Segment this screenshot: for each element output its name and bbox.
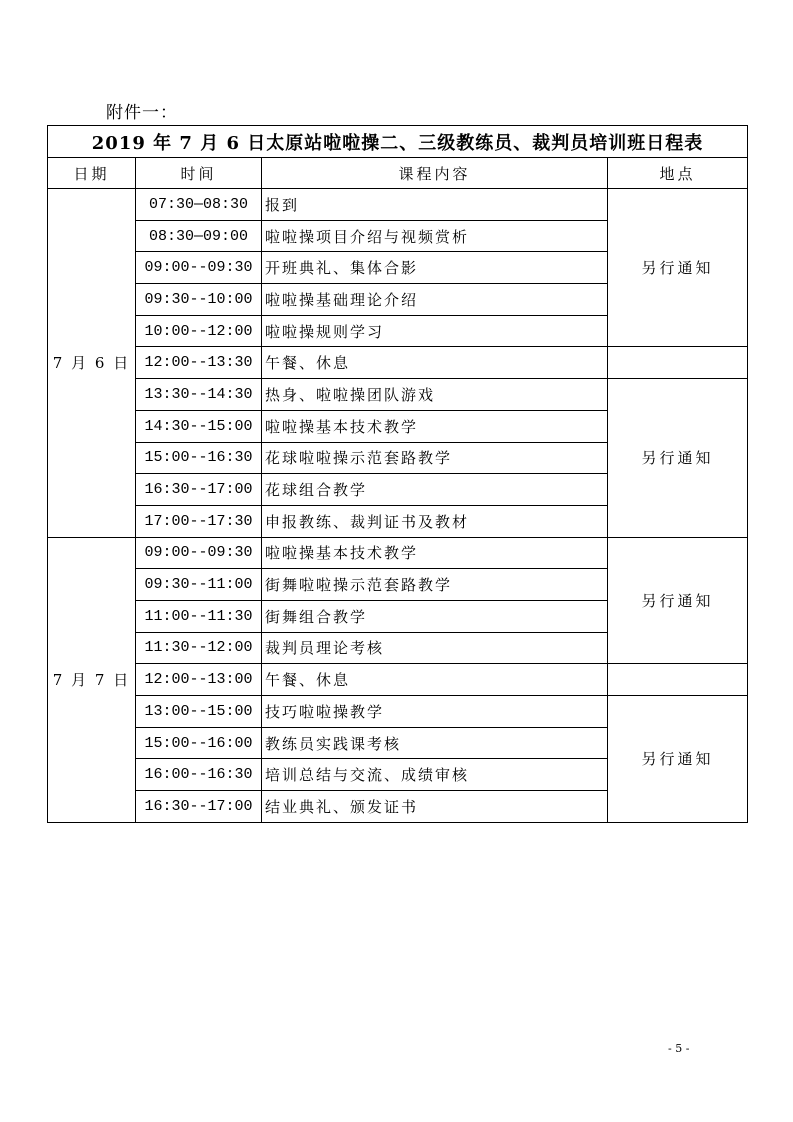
- time-cell: 11:30--12:00: [136, 632, 262, 664]
- place-cell: [608, 347, 748, 379]
- time-cell: 10:00--12:00: [136, 315, 262, 347]
- time-cell: 12:00--13:30: [136, 347, 262, 379]
- content-cell: 午餐、休息: [262, 664, 608, 696]
- content-cell: 培训总结与交流、成绩审核: [262, 759, 608, 791]
- table-row: [48, 696, 748, 728]
- place-cell: 另行通知: [608, 537, 748, 664]
- time-cell: 14:30--15:00: [136, 410, 262, 442]
- place-cell: 另行通知: [608, 379, 748, 537]
- time-cell: 08:30—09:00: [136, 220, 262, 252]
- date-cell: 7 月 7 日: [48, 537, 136, 822]
- date-cell: 7 月 6 日: [48, 189, 136, 538]
- header-place: 地点: [608, 158, 748, 189]
- header-date: 日期: [48, 158, 136, 189]
- time-cell: 16:30--17:00: [136, 474, 262, 506]
- content-cell: 啦啦操规则学习: [262, 315, 608, 347]
- schedule-table-body: [48, 126, 748, 823]
- content-cell: 啦啦操基础理论介绍: [262, 284, 608, 316]
- content-cell: 街舞组合教学: [262, 600, 608, 632]
- content-cell: 报到: [262, 189, 608, 221]
- table-row: [48, 379, 748, 411]
- schedule-table: [47, 125, 748, 823]
- time-cell: 15:00--16:00: [136, 727, 262, 759]
- table-row: [48, 189, 748, 221]
- time-cell: 12:00--13:00: [136, 664, 262, 696]
- table-header-row: [48, 158, 748, 189]
- place-cell: 另行通知: [608, 696, 748, 823]
- content-cell: 热身、啦啦操团队游戏: [262, 379, 608, 411]
- table-row: [48, 347, 748, 379]
- time-cell: 07:30—08:30: [136, 189, 262, 221]
- time-cell: 09:30--11:00: [136, 569, 262, 601]
- content-cell: 街舞啦啦操示范套路教学: [262, 569, 608, 601]
- table-title: 2019 年 7 月 6 日太原站啦啦操二、三级教练员、裁判员培训班日程表: [48, 126, 748, 158]
- place-cell: 另行通知: [608, 189, 748, 347]
- table-title-row: [48, 126, 748, 158]
- content-cell: 结业典礼、颁发证书: [262, 791, 608, 823]
- time-cell: 09:30--10:00: [136, 284, 262, 316]
- content-cell: 技巧啦啦操教学: [262, 696, 608, 728]
- content-cell: 午餐、休息: [262, 347, 608, 379]
- content-cell: 裁判员理论考核: [262, 632, 608, 664]
- time-cell: 16:30--17:00: [136, 791, 262, 823]
- header-content: 课程内容: [262, 158, 608, 189]
- time-cell: 09:00--09:30: [136, 537, 262, 569]
- page-number: - 5 -: [668, 1042, 690, 1055]
- content-cell: 开班典礼、集体合影: [262, 252, 608, 284]
- content-cell: 教练员实践课考核: [262, 727, 608, 759]
- time-cell: 16:00--16:30: [136, 759, 262, 791]
- table-row: [48, 664, 748, 696]
- time-cell: 17:00--17:30: [136, 505, 262, 537]
- content-cell: 花球组合教学: [262, 474, 608, 506]
- time-cell: 09:00--09:30: [136, 252, 262, 284]
- content-cell: 啦啦操项目介绍与视频赏析: [262, 220, 608, 252]
- time-cell: 13:30--14:30: [136, 379, 262, 411]
- content-cell: 啦啦操基本技术教学: [262, 537, 608, 569]
- header-time: 时间: [136, 158, 262, 189]
- content-cell: 申报教练、裁判证书及教材: [262, 505, 608, 537]
- time-cell: 13:00--15:00: [136, 696, 262, 728]
- place-cell: [608, 664, 748, 696]
- content-cell: 花球啦啦操示范套路教学: [262, 442, 608, 474]
- content-cell: 啦啦操基本技术教学: [262, 410, 608, 442]
- table-row: [48, 537, 748, 569]
- time-cell: 15:00--16:30: [136, 442, 262, 474]
- attachment-label: 附件一：: [106, 103, 178, 123]
- time-cell: 11:00--11:30: [136, 600, 262, 632]
